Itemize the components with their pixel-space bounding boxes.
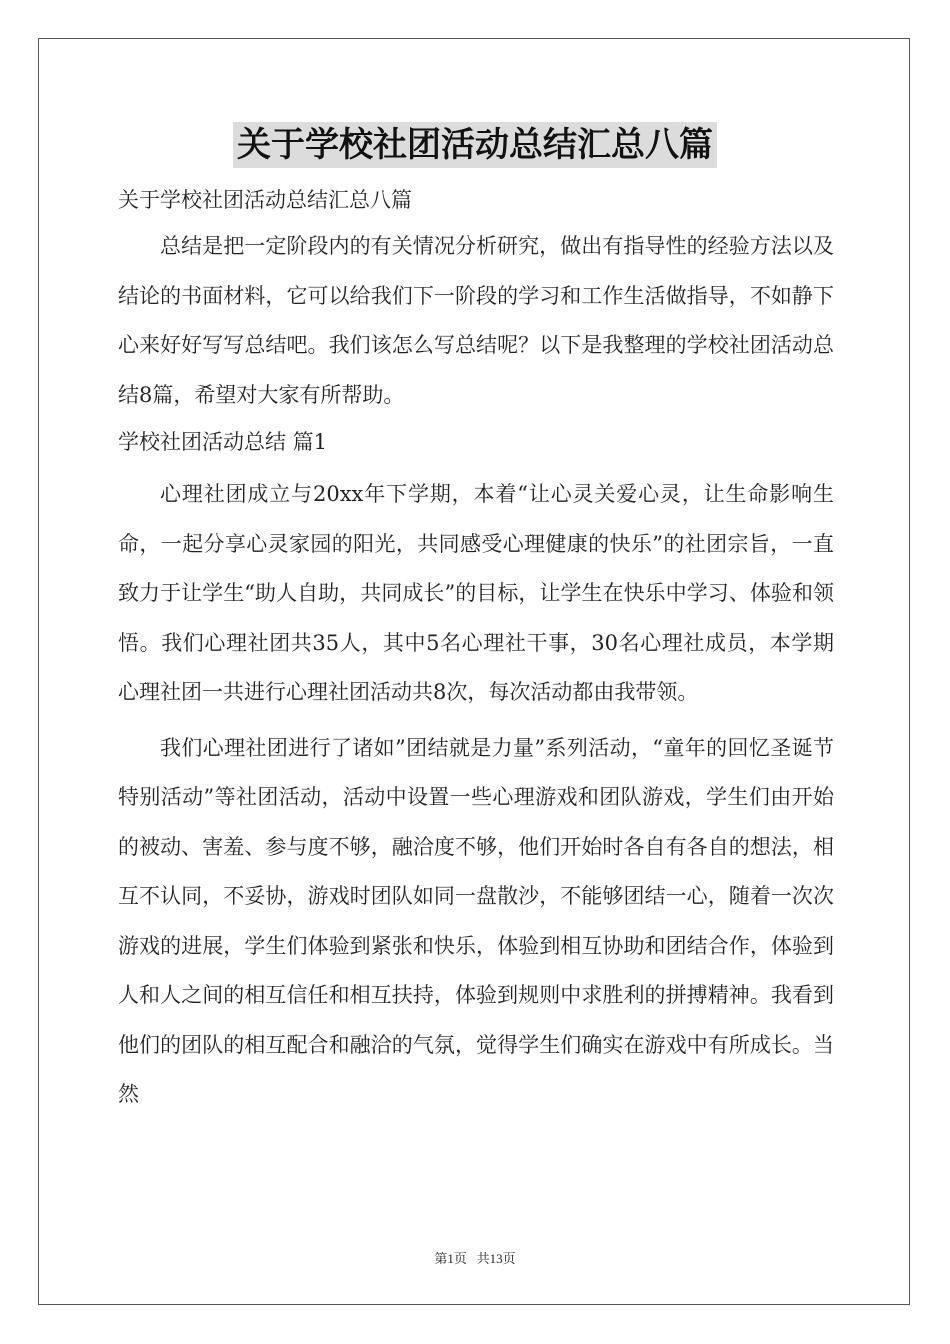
document-body — [118, 178, 834, 1120]
title-container — [0, 122, 950, 168]
page-number-label: 第1页 共13页 — [434, 1251, 516, 1266]
paragraph-1: 心理社团成立与20xx年下学期，本着“让心灵关爱心灵，让生命影响生命，一起分享心灵家园的阳光，共同感受心理健康的快乐”的社团宗旨，一直致力于让学生“助人自助，共同成长”的目标，让学生在快乐中学习、体验和领悟。我们心理社团共35人，其中5名心理社干事，30名心理社成员，本学期心理社团一共进行心理社团活动共8次，每次活动都由我带领。 — [118, 482, 834, 704]
page-footer — [0, 1248, 950, 1267]
section-heading: 学校社团活动总结 篇1 — [118, 430, 328, 454]
paragraph-2: 我们心理社团进行了诸如”团结就是力量”系列活动，“童年的回忆圣诞节特别活动”等社团活动，活动中设置一些心理游戏和团队游戏，学生们由开始的被动、害羞、参与度不够，融洽度不够，他们开始时各自有各自的想法，相互不认同，不妥协，游戏时团队如同一盘散沙，不能够团结一心，随着一次次游戏的进展，学生们体验到紧张和快乐，体验到相互协助和团结合作，体验到人和人之间的相互信任和相互扶持，体验到规则中求胜利的拼搏精神。我看到他们的团队的相互配合和融洽的气氛，觉得学生们确实在游戏中有所成长。当然 — [118, 735, 834, 1106]
document-title: 关于学校社团活动总结汇总八篇 — [233, 122, 717, 168]
document-subtitle: 关于学校社团活动总结汇总八篇 — [118, 188, 412, 212]
intro-paragraph: 总结是把一定阶段内的有关情况分析研究，做出有指导性的经验方法以及结论的书面材料，它可以给我们下一阶段的学习和工作生活做指导，不如静下心来好好写写总结吧。我们该怎么写总结呢？以下是我整理的学校社团活动总结8篇，希望对大家有所帮助。 — [118, 234, 834, 407]
